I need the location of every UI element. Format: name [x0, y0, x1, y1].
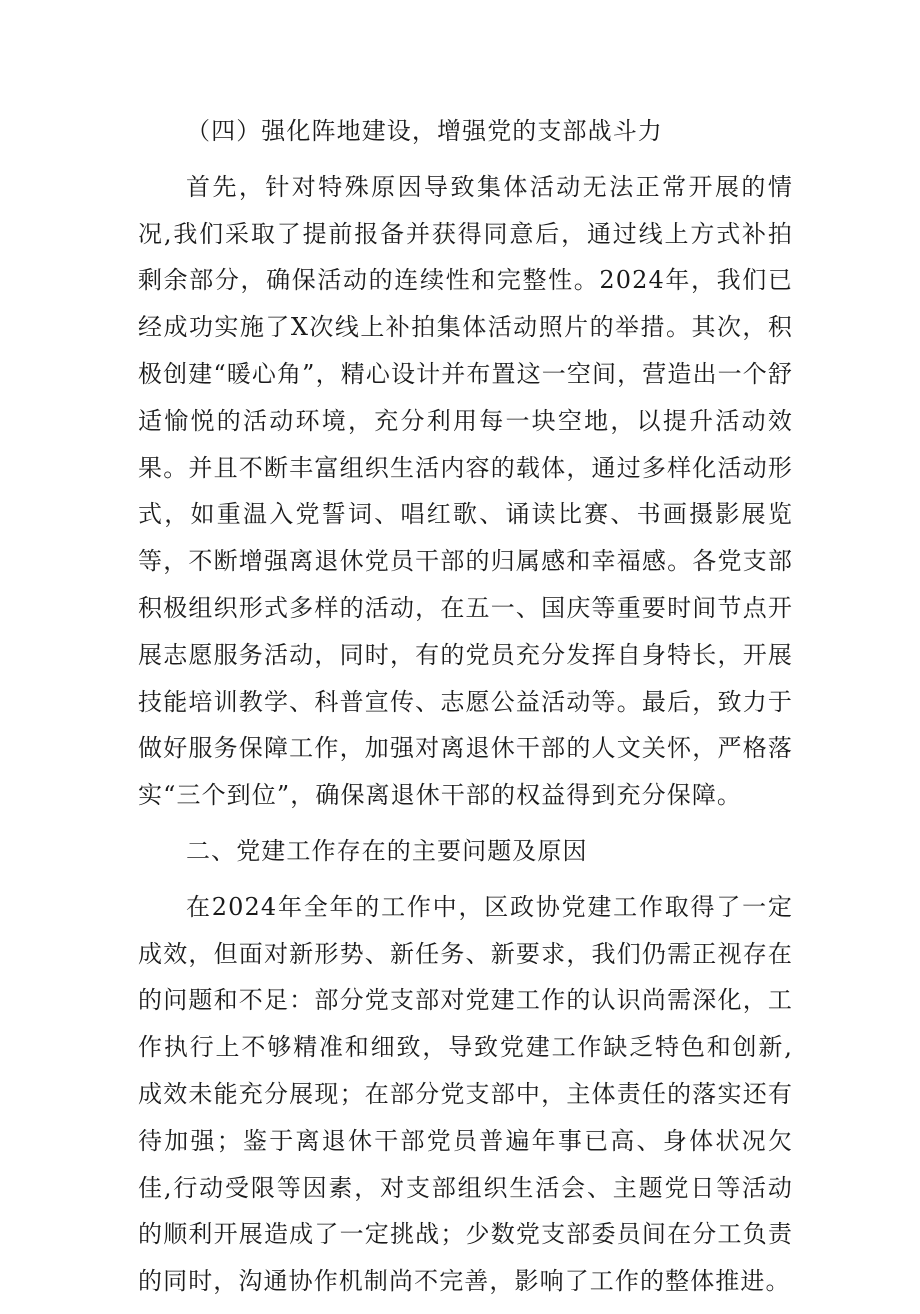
section-four-paragraph: 首先，针对特殊原因导致集体活动无法正常开展的情况,我们采取了提前报备并获得同意后，通过线上方式补拍剩余部分，确保活动的连续性和完整性。2024年，我们已经成功实施了X次线上补拍集体活动照片的举措。其次，积极创建“暖心角”，精心设计并布置这一空间，营造出一个舒适愉悦的活动环境，充分利用每一块空地，以提升活动效果。并且不断丰富组织生活内容的载体，通过多样化活动形式，如重温入党誓词、唱红歌、诵读比赛、书画摄影展览等，不断增强离退休党员干部的归属感和幸福感。各党支部积极组织形式多样的活动，在五一、国庆等重要时间节点开展志愿服务活动，同时，有的党员充分发挥自身特长，开展技能培训教学、科普宣传、志愿公益活动等。最后，致力于做好服务保障工作，加强对离退休干部的人文关怀，严格落实“三个到位”，确保离退休干部的权益得到充分保障。 — [138, 172, 793, 810]
section-two-paragraph: 在2024年全年的工作中，区政协党建工作取得了一定成效，但面对新形势、新任务、新要求，我们仍需正视存在的问题和不足：部分党支部对党建工作的认识尚需深化，工作执行上不够精准和细致，导致党建工作缺乏特色和创新,成效未能充分展现；在部分党支部中，主体责任的落实还有待加强；鉴于离退休干部党员普遍年事已高、身体状况欠佳,行动受限等因素，对支部组织生活会、主题党日等活动的顺利开展造成了一定挑战；少数党支部委员间在分工负责的同时，沟通协作机制尚不完善，影响了工作的整体推进。 — [138, 892, 793, 1296]
section-two-heading: 二、党建工作存在的主要问题及原因 — [186, 836, 588, 865]
document-body — [138, 108, 793, 1314]
section-four-heading: （四）强化阵地建设，增强党的支部战斗力 — [186, 117, 663, 145]
